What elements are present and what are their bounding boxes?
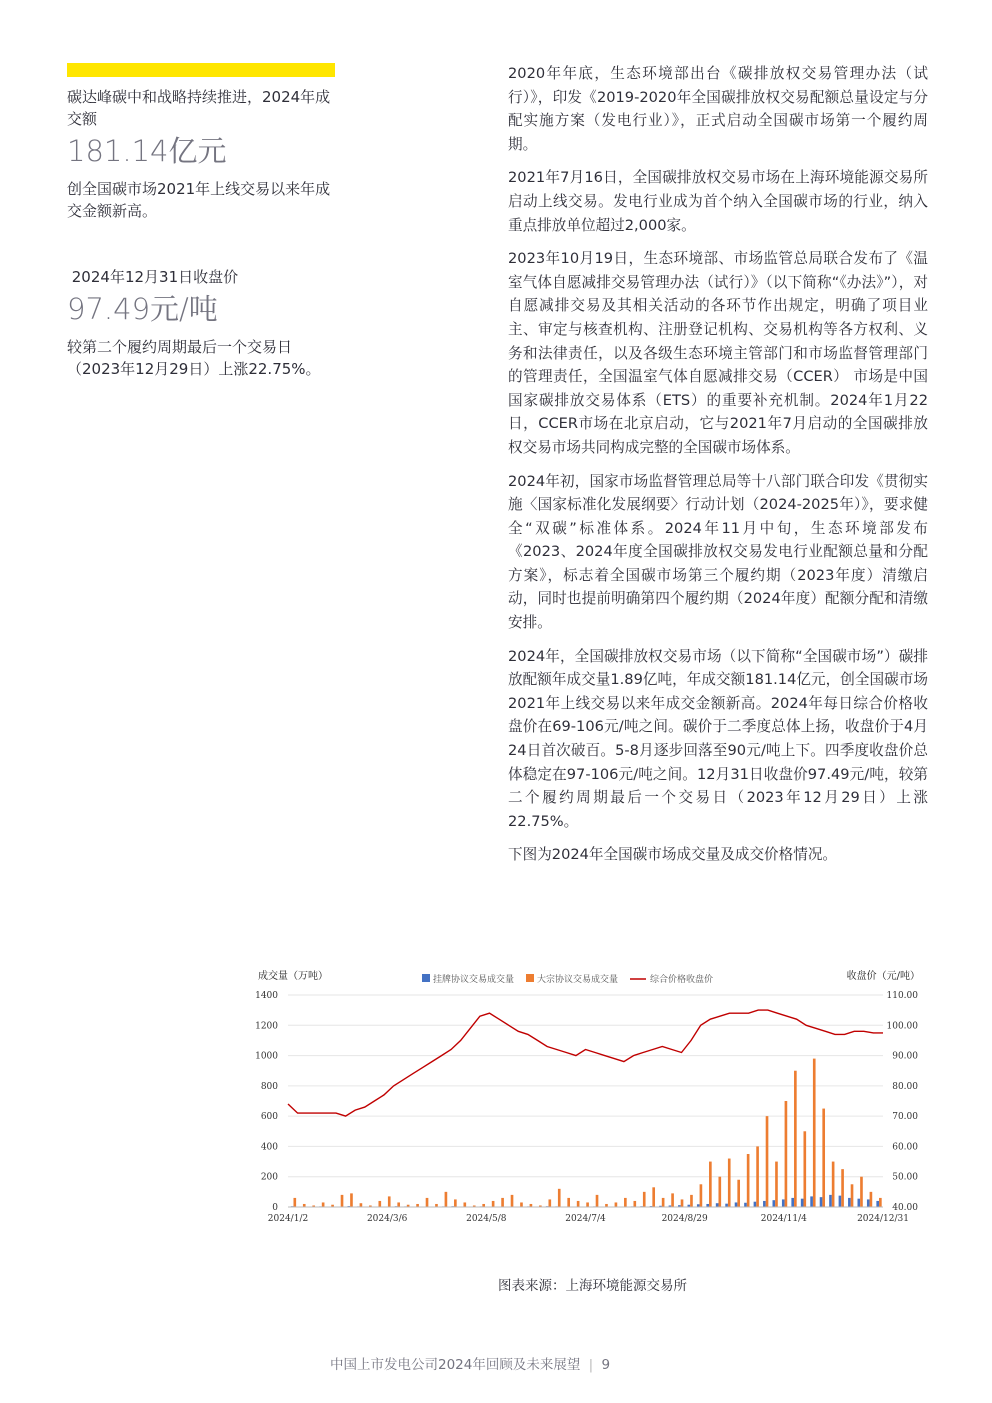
bar [501, 1198, 504, 1207]
bar [839, 1196, 842, 1207]
bar [803, 1131, 806, 1207]
price-line [288, 1010, 883, 1116]
y2-tick-label: 80.00 [892, 1081, 918, 1092]
bar [360, 1203, 363, 1207]
bar [867, 1199, 870, 1207]
bar [773, 1200, 776, 1207]
bar [567, 1198, 570, 1207]
y-tick-label: 1000 [255, 1051, 278, 1062]
legend-label: 大宗协议交易成交量 [537, 975, 619, 985]
stat1-description: 创全国碳市场2021年上线交易以来年成交金额新高。 [67, 180, 331, 220]
bar [378, 1201, 381, 1207]
bar [735, 1202, 738, 1207]
paragraph: 2020年年底，生态环境部出台《碳排放权交易管理办法（试行）》，印发《2019-2020年全国碳排放权交易配额总量设定与分配实施方案（发电行业）》，正式启动全国碳市场第一个履约周期。 [508, 65, 928, 153]
stat-block-closing-price [67, 266, 342, 380]
page-number: 9 [601, 1357, 611, 1373]
bar [782, 1199, 785, 1207]
stat1-value: 181.14亿元 [67, 134, 227, 168]
legend-label: 综合价格收盘价 [650, 975, 714, 985]
stat2-value: 97.49元/吨 [67, 292, 218, 326]
legend-swatch [526, 974, 534, 982]
bar [426, 1198, 429, 1207]
bar [322, 1202, 325, 1207]
bar [558, 1189, 561, 1207]
bar [763, 1201, 766, 1207]
y2-tick-label: 110.00 [886, 991, 918, 1001]
paragraph: 2021年7月16日，全国碳排放权交易市场在上海环境能源交易所启动上线交易。发电行业成为首个纳入全国碳市场的行业，纳入重点排放单位超过2,000家。 [508, 169, 928, 234]
bar [820, 1197, 823, 1207]
bar [744, 1203, 747, 1207]
y2-tick-label: 90.00 [892, 1051, 918, 1062]
bar [454, 1199, 457, 1207]
y-tick-label: 400 [260, 1142, 278, 1153]
bar [716, 1203, 719, 1207]
bar [858, 1199, 861, 1207]
bar [747, 1154, 750, 1207]
y2-tick-label: 70.00 [892, 1112, 918, 1123]
bar [548, 1199, 551, 1207]
bar [690, 1195, 693, 1207]
paragraph: 2023年10月19日，生态环境部、市场监管总局联合发布了《温室气体自愿减排交易管理办法（试行）》（以下简称“《办法》”），对自愿减排交易及其相关活动的各环节作出规定，明确了项目业主、审定与核查机构、注册登记机构、交易机构等各方权利、义务和法律责任，以及各级生态环境主管部门和市场监督管理部门的管理责任，全国温室气体自愿减排交易（CCER） 市场是中国国家碳排放交易体系（ETS）的重要补充机制。2024年1月22日，CCER市场在北京启动，它与2021年7月启动的全国碳排放权交易市场共同构成完整的全国碳市场体系。 [508, 250, 928, 456]
stat2-label: 2024年12月31日收盘价 [67, 268, 239, 286]
bar [718, 1177, 721, 1207]
bar [737, 1180, 740, 1207]
bar [756, 1146, 759, 1207]
x-tick-label: 2024/11/4 [760, 1214, 807, 1224]
bar [662, 1198, 665, 1207]
bar [520, 1202, 523, 1207]
bar [860, 1177, 863, 1207]
paragraph: 2024年，全国碳排放权交易市场（以下简称“全国碳市场”）碳排放配额年成交量1.89亿吨，年成交额181.14亿元，创全国碳市场2021年上线交易以来年成交金额新高。2024年每日综合价格收盘价在69-106元/吨之间。碳价于二季度总体上扬，收盘价于4月24日首次破百。5-8月逐步回落至90元/吨上下。四季度收盘价总体稳定在97-106元/吨之间。12月31日收盘价97.49元/吨，较第二个履约周期最后一个交易日（2023年12月29日）上涨22.75%。 [508, 647, 928, 830]
bar [728, 1159, 731, 1207]
body-text-column [508, 62, 928, 877]
accent-bar [67, 63, 335, 77]
bar [511, 1195, 514, 1207]
bar [681, 1199, 684, 1207]
bar [643, 1192, 646, 1207]
bar [388, 1196, 391, 1207]
bar [775, 1162, 778, 1207]
bar [794, 1071, 797, 1207]
bar [801, 1199, 804, 1207]
x-tick-label: 2024/7/4 [565, 1214, 606, 1224]
bar [492, 1201, 495, 1207]
bar [596, 1195, 599, 1207]
y2-tick-label: 50.00 [892, 1172, 918, 1183]
bar [810, 1196, 813, 1207]
footer-title: 中国上市发电公司2024年回顾及未来展望 [330, 1357, 581, 1373]
bar [841, 1169, 844, 1207]
x-tick-label: 2024/3/6 [366, 1214, 408, 1224]
bar [633, 1201, 636, 1207]
bar [870, 1192, 873, 1207]
bar [671, 1193, 674, 1207]
y2-tick-label: 40.00 [892, 1203, 918, 1213]
key-stats-column [67, 86, 342, 380]
bar [848, 1198, 851, 1207]
bar [876, 1201, 879, 1207]
bar [577, 1201, 580, 1207]
x-tick-label: 2024/5/8 [466, 1214, 507, 1224]
bar [785, 1101, 788, 1207]
bar [879, 1198, 882, 1207]
legend-swatch [422, 974, 430, 982]
bar [397, 1202, 400, 1207]
bar [624, 1198, 627, 1207]
bar [341, 1195, 344, 1207]
bar [709, 1162, 712, 1207]
y-tick-label: 0 [272, 1203, 278, 1213]
y-tick-label: 800 [260, 1081, 278, 1092]
bar [851, 1184, 854, 1207]
carbon-market-chart [255, 962, 935, 1234]
paragraph: 2024年初，国家市场监督管理总局等十八部门联合印发《贯彻实施〈国家标准化发展纲要〉行动计划（2024-2025年）》，要求健全“双碳”标准体系。2024年11月中旬，生态环境部发布《2023、2024年度全国碳排放权交易发电行业配额总量和分配方案》，标志着全国碳市场第三个履约期（2023年度）清缴启动，同时也提前明确第四个履约期（2024年度）配额分配和清缴安排。 [508, 472, 928, 632]
bar [586, 1202, 589, 1207]
paragraph: 下图为2024年全国碳市场成交量及成交价格情况。 [508, 846, 838, 864]
bar [822, 1109, 825, 1207]
bar [832, 1162, 835, 1207]
bar [652, 1187, 655, 1207]
y-tick-label: 200 [260, 1172, 278, 1183]
y2-tick-label: 60.00 [892, 1142, 918, 1153]
y-axis-title: 成交量（万吨） [258, 971, 328, 982]
x-tick-label: 2024/12/31 [857, 1214, 909, 1224]
x-tick-label: 2024/8/29 [661, 1214, 708, 1224]
bar [350, 1193, 353, 1207]
stat1-label: 碳达峰碳中和战略持续推进，2024年成交额 [67, 88, 331, 128]
bar [615, 1202, 618, 1207]
y-tick-label: 600 [260, 1112, 278, 1123]
bar [829, 1195, 832, 1207]
bar [463, 1202, 466, 1207]
y2-axis-title: 收盘价（元/吨） [846, 971, 920, 982]
y-tick-label: 1200 [255, 1021, 278, 1032]
stat2-description: 较第二个履约周期最后一个交易日（2023年12月29日）上涨22.75%。 [67, 338, 321, 378]
legend-label: 挂牌协议交易成交量 [433, 975, 515, 985]
stat-block-turnover [67, 86, 342, 222]
bar [766, 1116, 769, 1207]
bar [700, 1184, 703, 1207]
chart-source: 图表来源：上海环境能源交易所 [498, 1278, 687, 1294]
x-tick-label: 2024/1/2 [267, 1214, 309, 1224]
y-tick-label: 1400 [255, 991, 278, 1001]
bar [445, 1192, 448, 1207]
footer-separator: | [588, 1357, 594, 1373]
bar [754, 1202, 757, 1207]
bar [791, 1198, 794, 1207]
chart-svg [255, 962, 935, 1234]
bar [293, 1198, 296, 1207]
bar [813, 1059, 816, 1207]
page-footer [330, 1353, 610, 1373]
y2-tick-label: 100.00 [886, 1021, 918, 1032]
